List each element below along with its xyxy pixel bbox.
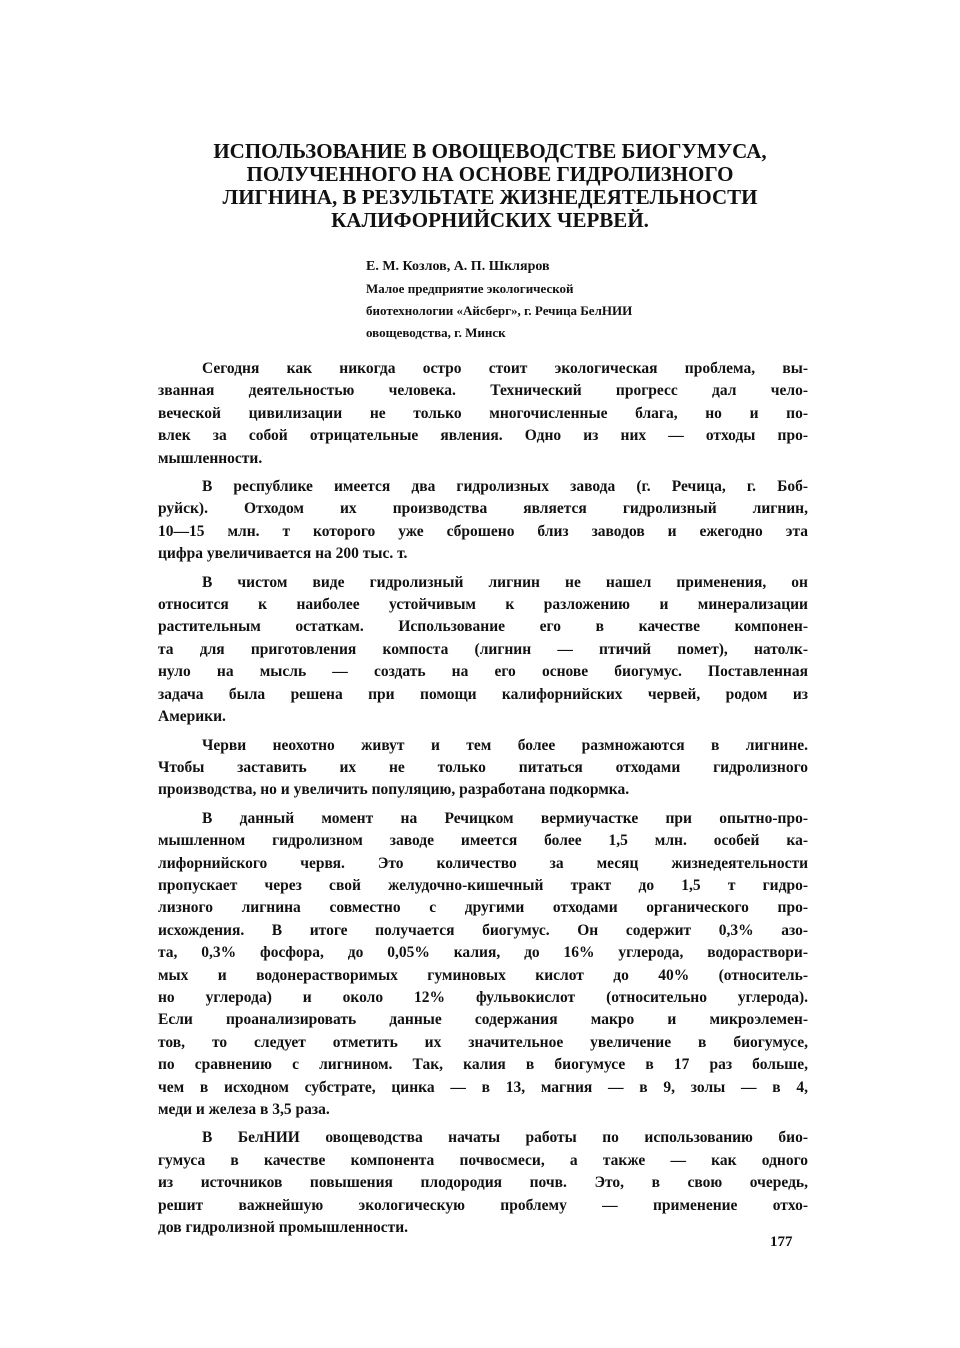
text-line: Если проанализировать данные содержания макро и микроэлемен- bbox=[158, 1011, 808, 1029]
title-line: ПОЛУЧЕННОГО НА ОСНОВЕ ГИДРОЛИЗНОГО bbox=[246, 162, 734, 186]
text-line: руйск). Отходом их производства является гидролизный лигнин, bbox=[158, 500, 808, 518]
text-line: цифра увеличивается на 200 тыс. т. bbox=[158, 545, 408, 563]
author-names: Е. М. Козлов, А. П. Шкляров bbox=[366, 259, 550, 274]
text-line: мышленности. bbox=[158, 449, 263, 467]
paragraph bbox=[158, 572, 808, 729]
text-line: званная деятельностью человека. Технический прогресс дал чело- bbox=[158, 382, 808, 400]
text-line: В БелНИИ овощеводства начаты работы по использованию био- bbox=[202, 1129, 808, 1147]
text-line: мышленном гидролизном заводе имеется более 1,5 млн. особей ка- bbox=[158, 832, 808, 850]
text-line: лифорнийского червя. Это количество за месяц жизнедеятельности bbox=[158, 854, 808, 872]
text-line: та, 0,3% фосфора, до 0,05% калия, до 16% углерода, водораствори- bbox=[158, 944, 808, 962]
title-line: ИСПОЛЬЗОВАНИЕ В ОВОЩЕВОДСТВЕ БИОГУМУСА, bbox=[213, 139, 767, 163]
text-line: производства, но и увеличить популяцию, разработана подкормка. bbox=[158, 781, 630, 799]
text-line: гумуса в качестве компонента почвосмеси, а также — как одного bbox=[158, 1151, 808, 1169]
affiliation-line: биотехнологии «Айсберг», г. Речица БелНИИ bbox=[366, 303, 633, 318]
text-line: влек за собой отрицательные явления. Одно из них — отходы про- bbox=[158, 427, 808, 445]
text-line: мых и водонерастворимых гуминовых кислот до 40% (относитель- bbox=[158, 966, 808, 984]
text-line: задача была решена при помощи калифорнийских червей, родом из bbox=[158, 685, 808, 703]
text-line: растительным остаткам. Использование его в качестве компонен- bbox=[158, 618, 808, 636]
text-line: по сравнению с лигнином. Так, калия в биогумусе в 17 раз больше, bbox=[158, 1056, 808, 1074]
title-line: ЛИГНИНА, В РЕЗУЛЬТАТЕ ЖИЗНЕДЕЯТЕЛЬНОСТИ bbox=[222, 185, 758, 209]
paragraph bbox=[158, 476, 808, 566]
article-title bbox=[180, 140, 800, 232]
text-line: В данный момент на Речицком вермиучастке при опытно-про- bbox=[202, 809, 808, 827]
article-body bbox=[158, 358, 808, 1245]
text-line: решит важнейшую экологическую проблему — применение отхо- bbox=[158, 1196, 808, 1214]
text-line: из источников повышения плодородия почв. Это, в свою очередь, bbox=[158, 1174, 808, 1192]
affiliation-line: Малое предприятие экологической bbox=[366, 281, 574, 296]
text-line: 10—15 млн. т которого уже сброшено близ заводов и ежегодно эта bbox=[158, 522, 808, 540]
text-line: меди и железа в 3,5 раза. bbox=[158, 1101, 330, 1118]
paragraph bbox=[158, 1127, 808, 1239]
text-line: исхождения. В итоге получается биогумус. Он содержит 0,3% азо- bbox=[158, 921, 808, 939]
author-block bbox=[366, 256, 806, 344]
text-line: но углерода) и около 12% фульвокислот (относительно углерода). bbox=[158, 988, 808, 1006]
text-line: пропускает через свой желудочно-кишечный тракт до 1,5 т гидро- bbox=[158, 876, 808, 894]
text-line: Чтобы заставить их не только питаться отходами гидролизного bbox=[158, 758, 808, 776]
text-line: дов гидролизной промышленности. bbox=[158, 1219, 409, 1237]
paragraph bbox=[158, 808, 808, 1122]
text-line: чем в исходном субстрате, цинка — в 13, магния — в 9, золы — в 4, bbox=[158, 1078, 808, 1096]
text-line: лизного лигнина совместно с другими отходами органического про- bbox=[158, 899, 808, 917]
text-line: Америки. bbox=[158, 708, 226, 726]
affiliation-line: овощеводства, г. Минск bbox=[366, 325, 506, 340]
paragraph bbox=[158, 735, 808, 802]
text-line: та для приготовления компоста (лигнин — птичий помет), натолк- bbox=[158, 640, 808, 658]
text-line: Черви неохотно живут и тем более размножаются в лигнине. bbox=[202, 736, 808, 754]
page-number: 177 bbox=[770, 1234, 793, 1250]
paragraph bbox=[158, 358, 808, 470]
text-line: нуло на мысль — создать на его основе биогумус. Поставленная bbox=[158, 663, 808, 681]
text-line: веческой цивилизации не только многочисленные блага, но и по- bbox=[158, 404, 808, 422]
text-line: относится к наиболее устойчивым к разложению и минерализации bbox=[158, 596, 808, 614]
text-line: В республике имеется два гидролизных завода (г. Речица, г. Боб- bbox=[202, 478, 808, 496]
text-line: Сегодня как никогда остро стоит экологическая проблема, вы- bbox=[202, 360, 808, 377]
title-line: КАЛИФОРНИЙСКИХ ЧЕРВЕЙ. bbox=[331, 208, 649, 232]
text-line: тов, то следует отметить их значительное увеличение в биогумусе, bbox=[158, 1033, 808, 1051]
text-line: В чистом виде гидролизный лигнин не нашел применения, он bbox=[202, 573, 808, 591]
